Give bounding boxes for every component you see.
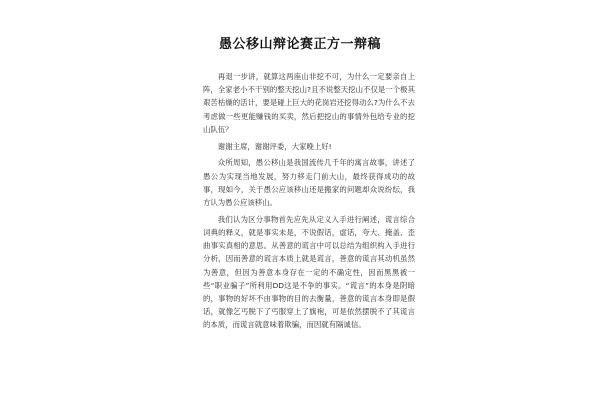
paragraph-2: 谢谢主席，谢谢评委，大家晚上好! [217, 141, 332, 151]
document-title: 愚公移山辩论赛正方一辩稿 [218, 37, 381, 52]
paragraph-3: 众所周知，愚公移山是我国流传几千年的寓言故事，讲述了愚公为实现当地发展，努力移走门前大山，最终获得成功的故事，现如今，关于愚公应该移山还是搬家的问题却众说纷纭，我方认为愚公应该移山。 [203, 158, 415, 208]
paragraph-1: 再退一步讲，就算这两座山非挖不可，为什么一定要亲自上阵，全家老小不干别的整天挖山?且不说整天挖山不仅是一个极其艰苦枯燥的活计，要是碰上巨大的花岗岩还挖得动么?为什么不去考虑做一些更能赚钱的买卖，然后把挖山的事情外包给专业的挖山队伍？ [203, 72, 415, 134]
paragraph-4: 我们认为区分事物首先应先从定义入手进行阐述，谎言综合词典的释义，就是事实未是，不说假话，虚话，夸大、掩盖、歪曲事实真相的意思。从善意的谎言中可以总结为组织构入手进行分析，因而善意的谎言本质上就是谎言，善意的谎言其动机虽然为善意，但因为善意本身存在一定的不确定性，因而黑黑被一些“职业骗子”所利用DD这是不争的事实。“谎言”的本身是阴暗的，事物的好坏不由事物的目的去衡量，善意的谎言本身即是假话，就像乞丐脱下了丐服穿上了旗袍，可是依然摆脱不了其谎言的本质，而谎言就意味着欺骗，而因就有隔诚信。 [203, 214, 415, 330]
document-body [203, 70, 415, 335]
